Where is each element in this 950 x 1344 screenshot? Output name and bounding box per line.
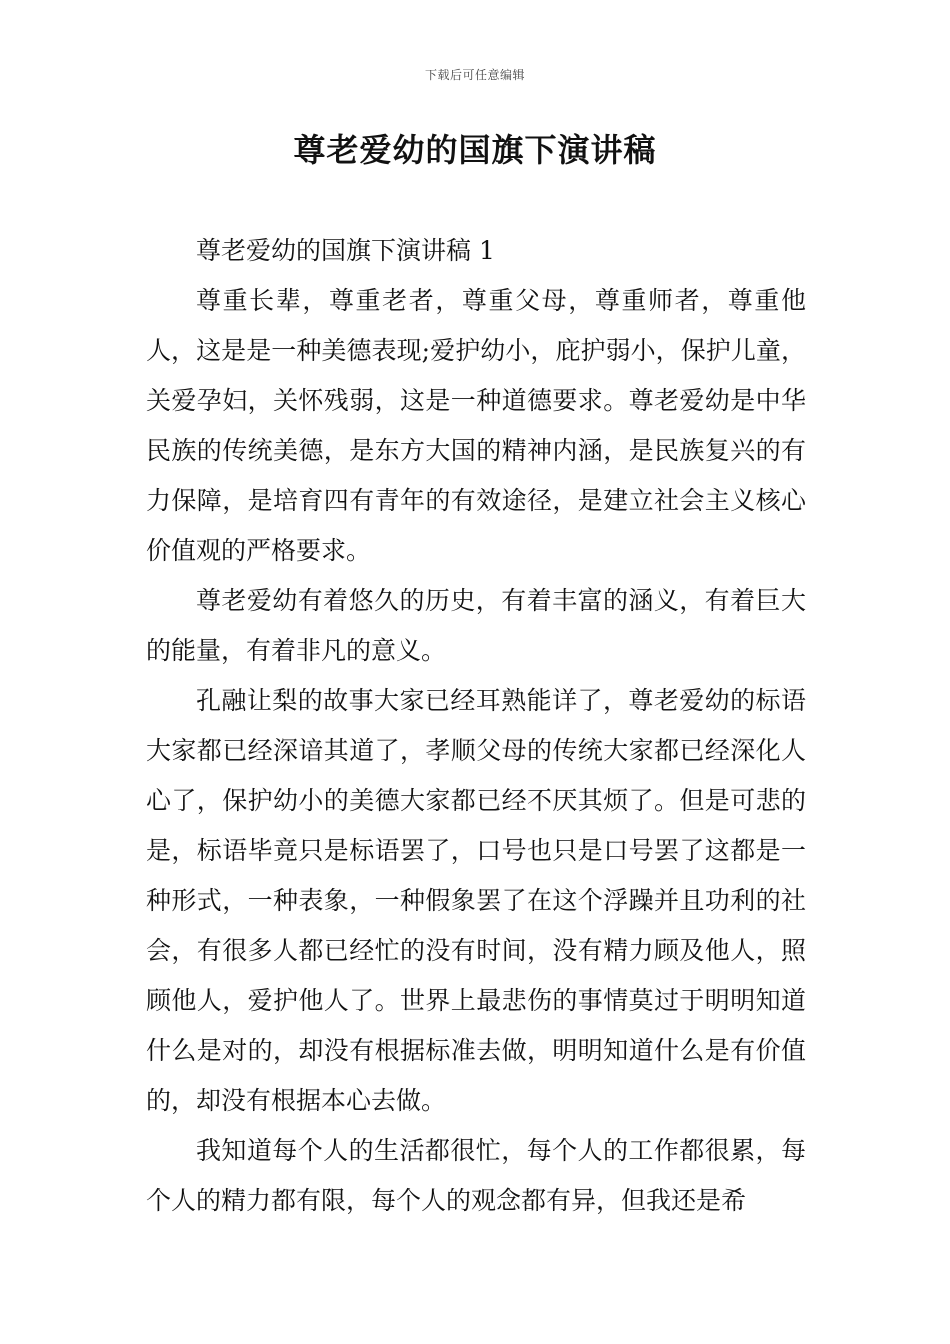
paragraph-1: 尊重长辈，尊重老者，尊重父母，尊重师者，尊重他人，这是是一种美德表现;爱护幼小，庇护弱小，保护儿童，关爱孕妇，关怀残弱，这是一种道德要求。尊老爱幼是中华民族的传统美德，是东方大国的精神内涵，是民族复兴的有力保障，是培育四有青年的有效途径，是建立社会主义核心价值观的严格要求。 <box>146 286 806 565</box>
document-title: 尊老爱幼的国旗下演讲稿 <box>293 131 657 169</box>
paragraph-2: 尊老爱幼有着悠久的历史，有着丰富的涵义，有着巨大的能量，有着非凡的意义。 <box>146 586 806 665</box>
document-body <box>146 226 806 1226</box>
paragraph-3: 孔融让梨的故事大家已经耳熟能详了，尊老爱幼的标语大家都已经深谙其道了，孝顺父母的传统大家都已经深化人心了，保护幼小的美德大家都已经不厌其烦了。但是可悲的是，标语毕竟只是标语罢了，口号也只是口号罢了这都是一种形式，一种表象，一种假象罢了在这个浮躁并且功利的社会，有很多人都已经忙的没有时间，没有精力顾及他人，照顾他人，爱护他人了。世界上最悲伤的事情莫过于明明知道什么是对的，却没有根据标准去做，明明知道什么是有价值的，却没有根据本心去做。 <box>146 686 806 1115</box>
section-heading: 尊老爱幼的国旗下演讲稿 1 <box>196 236 495 265</box>
header-note: 下载后可任意编辑 <box>424 68 525 82</box>
paragraph-4: 我知道每个人的生活都很忙，每个人的工作都很累，每个人的精力都有限，每个人的观念都有异，但我还是希 <box>146 1136 806 1215</box>
